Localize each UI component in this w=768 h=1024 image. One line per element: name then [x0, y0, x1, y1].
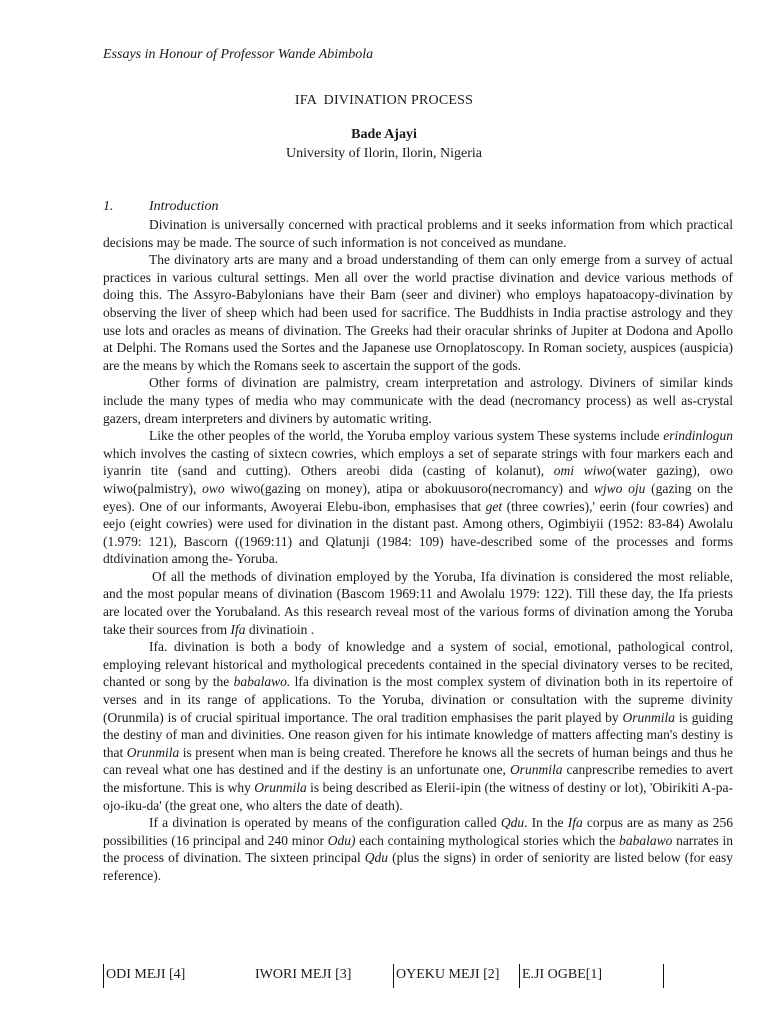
italic-term: erindinlogun: [663, 428, 733, 444]
paragraph: [103, 814, 733, 884]
text-run: (water gazing), owo wiwo(palmistry),: [103, 463, 733, 496]
table-rule: [663, 964, 664, 988]
text-run: (three cowries),' eerin (four cowries) and eejo (eight cowries) were used for divination in the distant past. Among others, Ogimbiyii (1952: 83-84) Awolalu (1.979: 121), Bascorn ((1969:11) and Qlatunji (1984: 109) have-described some of the processes and forms dtdivination among the- Yoruba.: [103, 498, 733, 567]
italic-term: get: [485, 498, 503, 514]
text-run: Other forms of divination are palmistry, cream interpretation and astrology. Diviners of similar kinds include the many types of media who may communicate with the dead (necromancy process) as well as-crystal gazers, dream interpreters and diviners by automatic writing.: [103, 375, 733, 426]
text-run: Like the other peoples of the world, the Yoruba employ various system These systems include: [149, 428, 664, 444]
text-run: (gazing on the eyes). One of our informants, Awoyerai Elebu-ibon, emphasises that: [103, 480, 733, 514]
text-run: is being described as Elerii-ipin (the witness of destiny or lot), 'Obirikiti A-pa-ojo-iku-da' (the great one, who alters the date of death).: [103, 780, 733, 813]
odu-cell: ODI MEJI [4]: [103, 964, 185, 988]
paragraph: [103, 427, 733, 568]
text-run: is present when man is being created. Therefore he knows all the secrets of human beings and thus he can reveal what one has destined and if the destiny is an unfortunate one,: [103, 744, 733, 778]
odu-table-row: [103, 964, 665, 988]
italic-term: owo: [202, 480, 225, 496]
running-head: Essays in Honour of Professor Wande Abimbola: [103, 47, 374, 62]
odu-cell: OYEKU MEJI [2]: [393, 964, 499, 988]
text-run: Of all the methods of divination employed by the Yoruba, Ifa divination is considered the most reliable, and the most popular means of divination (Bascom 1969:11 and Awolalu 1979: 122). Till these day, the Ifa priests are located over the Yorubaland. As this research reveal most of the various forms of divination among the Yoruba take their sources from: [103, 568, 733, 637]
text-run: which involves the casting of sixtecn cowries, which employs a set of separate strings with four markers each and iyanrin tite (sand and cutting). Others areobi dida (casting of kolanut),: [103, 445, 733, 479]
paragraph: [103, 568, 733, 638]
odu-cell: E.JI OGBE[1]: [519, 964, 602, 988]
section-heading: [103, 199, 218, 215]
odu-cell: IWORI MEJI [3]: [255, 967, 352, 982]
text-run: lfa divination is the most complex system of divination both in its repertoire of verses and in its range of applications. To the Yoruba, divination or consultation with the supreme divinity (Orunmila) is of crucial spiritual importance. The oral tradition emphasises the parit played by: [103, 674, 734, 725]
author-name: Bade Ajayi: [351, 127, 417, 142]
text-run: If a divination is operated by means of the configuration called: [149, 815, 501, 831]
text-run: The divinatory arts are many and a broad understanding of them can only emerge from a survey of actual practices in various cultural settings. Men all over the world practise divination and device various methods of doing this. The Assyro-Babylonians have their Bam (seer and diviner) who employs hapatoacopy-divination by observing the liver of sheep which had been used for sacrifice. The Buddhists in India practise astrology and they use lots and oracles as means of divination. The Greeks had their oracular shrinks of Jupiter at Dodona and Apollo at Delphi. The Romans used the Sortes and the Japanese use Ornoplatoscopy. In Roman society, auspices (auspicia) are the means by which the Romans seek to ascertain the support of the gods.: [103, 252, 733, 373]
author-affiliation: University of Ilorin, Ilorin, Nigeria: [286, 146, 482, 161]
section-title: Introduction: [149, 199, 219, 214]
text-run: narrates in the process of divination. The sixteen principal: [103, 832, 733, 866]
text-run: corpus are as many as 256 possibilities (16 principal and 240 minor: [103, 815, 733, 848]
text-run: wiwo(gazing on money), atipa or abokuusoro(necromancy) and: [224, 480, 594, 496]
paragraph: [103, 251, 733, 374]
paragraph: [103, 638, 733, 814]
italic-term: Orunmila: [509, 762, 563, 778]
italic-term: Ifa: [567, 815, 583, 831]
text-run: (plus the signs) in order of seniority are listed below (for easy reference).: [103, 850, 733, 883]
italic-term: babalawo: [619, 832, 673, 848]
text-run: Ifa. divination is both a body of knowledge and a system of social, emotional, pathological control, employing relevant historical and mythological precedents contained in the special divinatory verses to be recited, chanted or song by the: [103, 639, 733, 690]
body-text: [103, 216, 733, 885]
italic-term: Odu): [327, 832, 356, 848]
italic-term: Orunmila: [622, 709, 676, 725]
text-run: is guiding the destiny of man and divinities. One reason given for his intimate knowledge of matters affecting man's destiny is that: [103, 709, 733, 760]
italic-term: Ifa: [230, 621, 246, 637]
paragraph: [103, 374, 733, 427]
text-run: Divination is universally concerned with practical problems and it seeks information from which practical decisions may be made. The source of such information is not conceived as mundane.: [103, 217, 733, 250]
text-run: divinatioin .: [245, 621, 315, 637]
italic-term: Qdu: [500, 815, 525, 831]
paper-title: IFA DIVINATION PROCESS: [294, 93, 474, 108]
paragraph: [103, 216, 733, 251]
text-run: canprescribe remedies to avert the misfortune. This is why: [103, 762, 733, 795]
italic-term: Orunmila: [126, 744, 180, 760]
italic-term: omi wiwo: [553, 463, 613, 479]
text-run: each containing mythological stories which the: [355, 832, 620, 848]
italic-term: babalawo.: [233, 674, 291, 690]
italic-term: wjwo oju: [593, 480, 646, 496]
section-number: 1.: [103, 199, 114, 214]
italic-term: Qdu: [364, 850, 389, 866]
text-run: . In the: [524, 815, 568, 831]
italic-term: Orunmila: [254, 780, 307, 795]
